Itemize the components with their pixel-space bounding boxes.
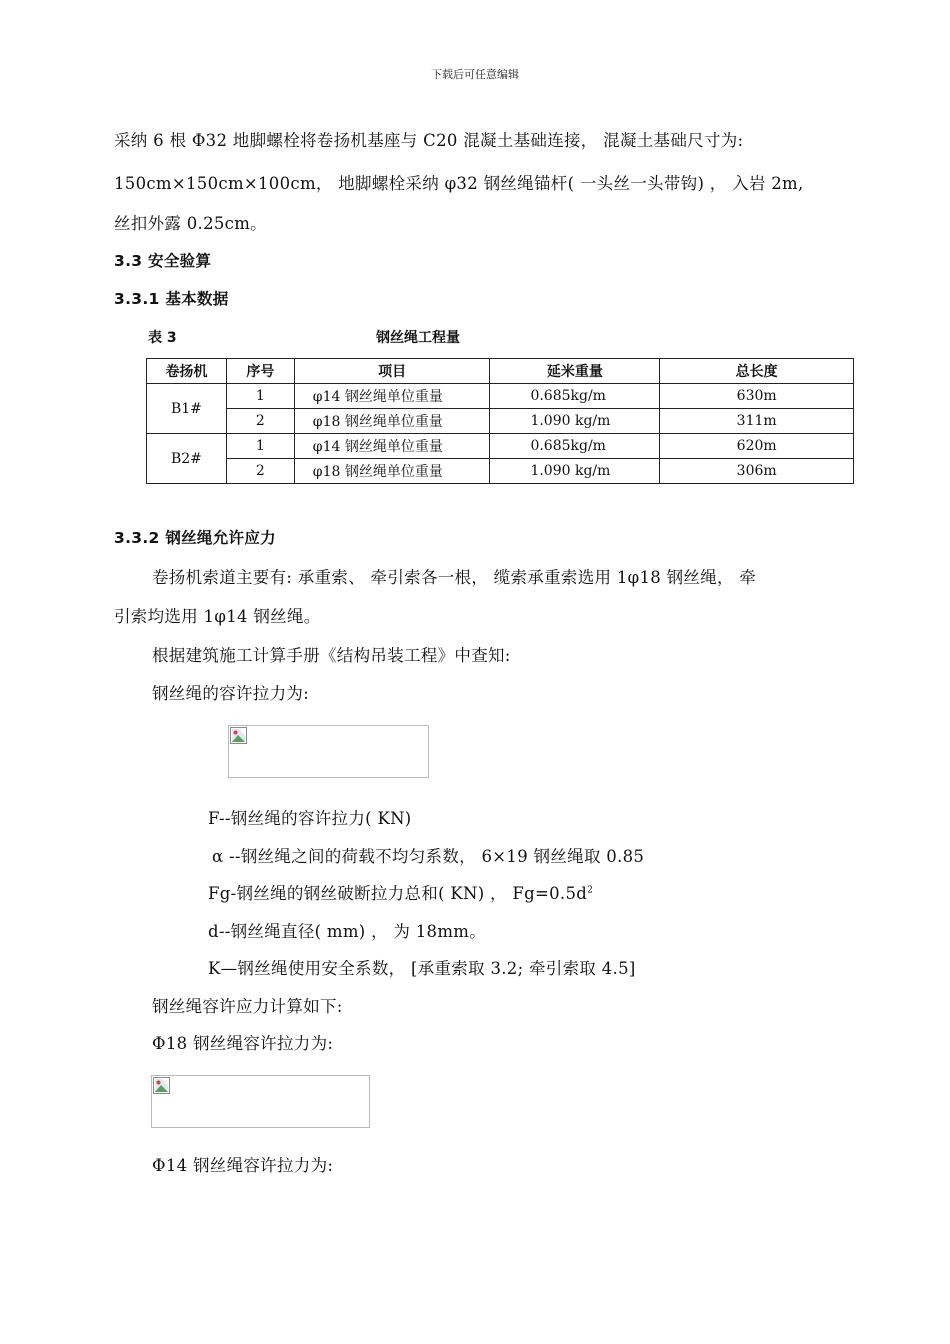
formula-image-placeholder: [228, 725, 429, 778]
table-label: 表 3: [148, 330, 177, 346]
broken-image-icon: [153, 1077, 170, 1094]
table-header-row: [147, 359, 854, 384]
intro-line-1: 采纳 6 根 Φ32 地脚螺栓将卷扬机基座与 C20 混凝土基础连接， 混凝土基础尺寸为:: [114, 131, 744, 150]
item-cell: φ14 钢丝绳单位重量: [294, 384, 490, 409]
weight-cell: 0.685kg/m: [490, 434, 660, 459]
para1-line-2: 引索均选用 1φ14 钢丝绳。: [114, 607, 321, 626]
weight-cell: 1.090 kg/m: [490, 459, 660, 484]
def-k: K—钢丝绳使用安全系数， [承重索取 3.2; 牵引索取 4.5]: [208, 959, 636, 978]
def-alpha: α --钢丝绳之间的荷载不均匀系数， 6×19 钢丝绳取 0.85: [212, 847, 645, 866]
weight-cell: 1.090 kg/m: [490, 409, 660, 434]
length-cell: 630m: [660, 384, 854, 409]
para1-line-1: 卷扬机索道主要有: 承重索、 牵引索各一根， 缆索承重索选用 1φ18 钢丝绳， 牵: [152, 568, 757, 587]
header-length: 总长度: [660, 359, 854, 384]
item-cell: φ14 钢丝绳单位重量: [294, 434, 490, 459]
para2: 根据建筑施工计算手册《结构吊装工程》中查知:: [152, 646, 511, 665]
table-row: [147, 384, 854, 409]
formula-image-placeholder: [151, 1075, 370, 1128]
header-item: 项目: [294, 359, 490, 384]
length-cell: 306m: [660, 459, 854, 484]
header-weight: 延米重量: [490, 359, 660, 384]
para3: 钢丝绳的容许拉力为:: [152, 684, 310, 703]
page-header: 下载后可任意编辑: [431, 68, 519, 81]
def-fg: Fg-钢丝绳的钢丝破断拉力总和( KN) ， $Fg=0.5d^2$: [208, 884, 594, 903]
broken-image-icon: [230, 727, 247, 744]
length-cell: 311m: [660, 409, 854, 434]
seq-cell: 2: [226, 409, 294, 434]
item-cell: φ18 钢丝绳单位重量: [294, 409, 490, 434]
item-cell: φ18 钢丝绳单位重量: [294, 459, 490, 484]
section-heading-3-3-1: 3.3.1 基本数据: [114, 290, 229, 308]
rope-quantity-table: [146, 358, 854, 484]
intro-line-2: 150cm×150cm×100cm， 地脚螺栓采纳 φ32 钢丝绳锚杆( 一头丝一头带钩) ， 入岩 2m,: [114, 174, 804, 193]
section-heading-3-3-2: 3.3.2 钢丝绳允许应力: [114, 529, 276, 547]
seq-cell: 1: [226, 434, 294, 459]
section-heading-3-3: 3.3 安全验算: [114, 252, 212, 270]
header-seq: 序号: [226, 359, 294, 384]
calc-intro: 钢丝绳容许应力计算如下:: [152, 997, 343, 1016]
intro-line-3: 丝扣外露 0.25cm。: [114, 214, 267, 233]
table-row: [147, 434, 854, 459]
def-d: d--钢丝绳直径( mm) ， 为 18mm。: [208, 922, 487, 941]
table-row: [147, 409, 854, 434]
phi18-heading: Φ18 钢丝绳容许拉力为:: [152, 1034, 334, 1053]
seq-cell: 1: [226, 384, 294, 409]
length-cell: 620m: [660, 434, 854, 459]
table-title: 钢丝绳工程量: [376, 330, 460, 346]
seq-cell: 2: [226, 459, 294, 484]
machine-cell: B1#: [147, 384, 227, 434]
phi14-heading: Φ14 钢丝绳容许拉力为:: [152, 1156, 334, 1175]
superscript: 2: [587, 885, 594, 896]
machine-cell: B2#: [147, 434, 227, 484]
table-row: [147, 459, 854, 484]
weight-cell: 0.685kg/m: [490, 384, 660, 409]
def-f: F--钢丝绳的容许拉力( KN): [208, 809, 412, 828]
header-machine: 卷扬机: [147, 359, 227, 384]
